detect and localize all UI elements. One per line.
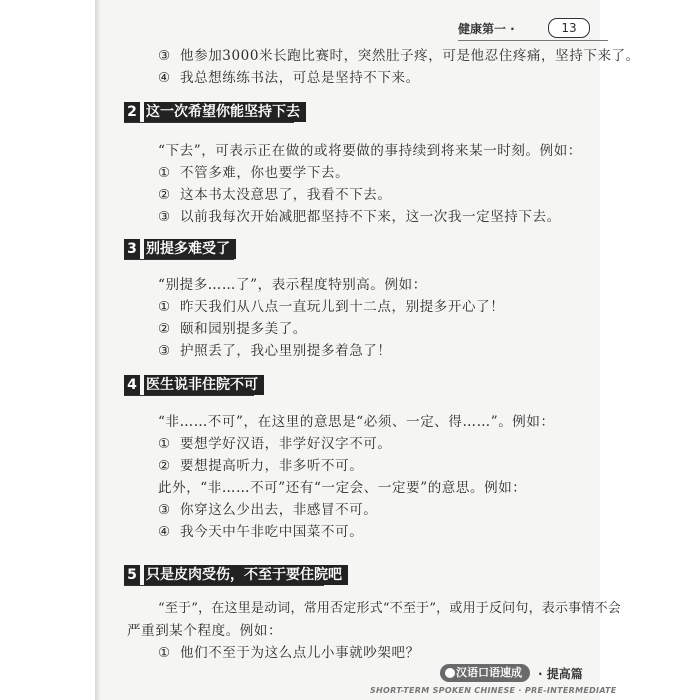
section-title: 只是皮肉受伤，不至于要住院吧 (144, 565, 348, 585)
example-line (158, 44, 640, 64)
example-line (158, 520, 363, 540)
section-number: 3 (124, 239, 140, 259)
example-number: ① (158, 299, 171, 315)
example-text: 要想提高听力，非多听不可。 (180, 458, 364, 474)
example-line (158, 432, 392, 452)
running-header (458, 18, 608, 40)
example-text: 你穿这么少出去，非感冒不可。 (180, 502, 378, 518)
example-text: 以前我每次开始减肥都坚持不下来，这一次我一定坚持下去。 (180, 209, 561, 225)
example-number: ① (158, 645, 171, 661)
example-text: 他们不至于为这么点儿小事就吵架吧？ (180, 645, 420, 661)
example-line (158, 66, 420, 86)
section-number: 2 (124, 102, 140, 122)
example-text: 护照丢了，我心里别提多着急了！ (180, 343, 392, 359)
example-text: 我今天中午非吃中国菜不可。 (180, 524, 364, 540)
example-line (158, 295, 504, 315)
example-line (158, 317, 307, 337)
example-text: 要想学好汉语，非学好汉字不可。 (180, 436, 392, 452)
example-text: 颐和园别提多美了。 (180, 321, 307, 337)
example-number: ① (158, 436, 171, 452)
example-line (158, 454, 363, 474)
example-number: ④ (158, 524, 171, 540)
example-line (158, 205, 561, 225)
example-text: 昨天我们从八点一直玩儿到十二点，别提多开心了！ (180, 299, 505, 315)
section-heading (124, 101, 306, 123)
example-number: ③ (158, 48, 171, 64)
explanation-line (158, 139, 582, 159)
header-rule (458, 40, 608, 41)
example-line (158, 161, 349, 181)
explanation-line (127, 619, 282, 639)
example-number: ③ (158, 209, 171, 225)
example-number: ② (158, 187, 171, 203)
bullet-icon (445, 668, 455, 678)
page-binding-shadow (95, 0, 101, 700)
section-number: 4 (124, 375, 140, 395)
example-text: 这本书太没意思了，我看不下去。 (180, 187, 392, 203)
series-english-title: SHORT-TERM SPOKEN CHINESE · PRE-INTERMEDIATE (370, 686, 617, 695)
section-rule (124, 259, 234, 260)
explanation-text: 严重到某个程度。例如： (127, 623, 283, 639)
example-line (158, 183, 392, 203)
example-line (158, 498, 377, 518)
section-heading (124, 374, 264, 396)
section-number: 5 (124, 565, 140, 585)
example-number: ③ (158, 502, 171, 518)
section-title: 医生说非住院不可 (144, 375, 264, 395)
chapter-title: 健康第一 · (458, 22, 515, 36)
section-heading (124, 564, 348, 586)
series-badge (440, 664, 530, 682)
book-footer (370, 664, 617, 700)
page-number: 13 (548, 18, 590, 38)
explanation-line (158, 273, 427, 293)
example-number: ③ (158, 343, 171, 359)
example-number: ② (158, 458, 171, 474)
example-number: ① (158, 165, 171, 181)
section-rule (124, 585, 324, 586)
example-line (158, 641, 420, 661)
series-title: 汉语口语速成 (456, 666, 522, 679)
explanation-text: “下去”，可表示正在做的或将要做的事持续到将来某一时刻。例如： (158, 143, 582, 159)
example-text: 我总想练练书法，可总是坚持不下来。 (180, 70, 420, 86)
example-number: ④ (158, 70, 171, 86)
explanation-line (158, 476, 526, 496)
example-text: 不管多难，你也要学下去。 (180, 165, 350, 181)
example-text: 他参加3000米长跑比赛时，突然肚子疼，可是他忍住疼痛，坚持下来了。 (180, 48, 640, 64)
section-heading (124, 238, 236, 260)
section-rule (124, 395, 254, 396)
explanation-text: “别提多……了”，表示程度特别高。例如： (158, 277, 427, 293)
level-label (538, 665, 583, 682)
section-title: 别提多难受了 (144, 239, 236, 259)
level-text: 提高篇 (546, 667, 583, 681)
explanation-line (158, 597, 621, 616)
footer-separator: · (538, 667, 543, 681)
example-line (158, 339, 392, 359)
explanation-line (158, 410, 555, 430)
explanation-text: “非……不可”，在这里的意思是“必须、一定、得……”。例如： (158, 414, 555, 430)
explanation-text: “至于”，在这里是动词，常用否定形式“不至于”，或用于反问句，表示事情不会 (158, 601, 621, 616)
section-title: 这一次希望你能坚持下去 (144, 102, 306, 122)
example-number: ② (158, 321, 171, 337)
explanation-text: 此外，“非……不可”还有“一定会、一定要”的意思。例如： (158, 480, 527, 496)
section-rule (124, 122, 294, 123)
